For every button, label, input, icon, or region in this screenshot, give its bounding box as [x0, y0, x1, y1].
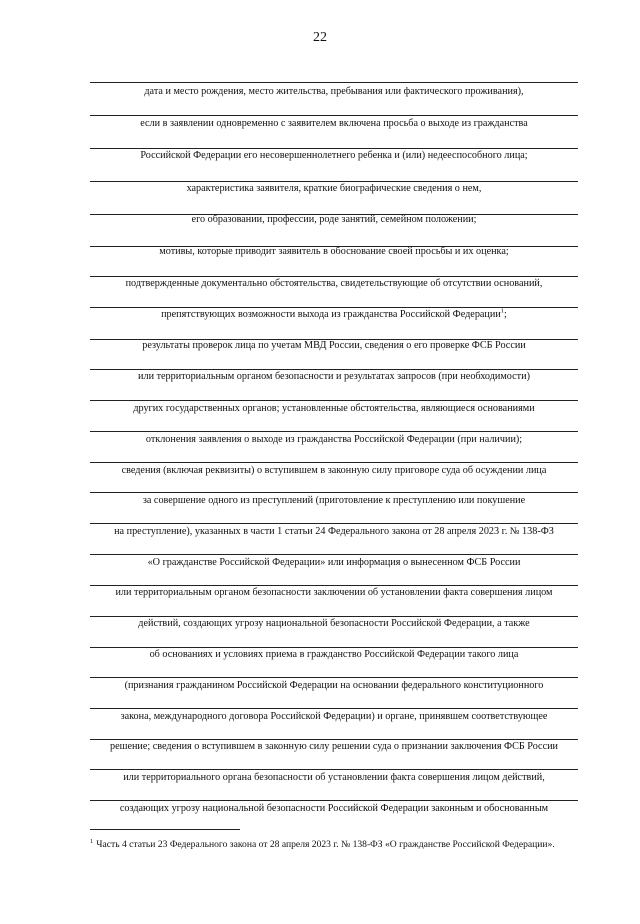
form-line [90, 618, 578, 630]
form-line [90, 183, 578, 195]
footnote [90, 838, 578, 851]
form-line [90, 557, 578, 569]
form-rule [90, 462, 578, 463]
form-line-text: его образовании, профессии, роде занятий, семейном положении; [191, 214, 477, 225]
form-line-text: если в заявлении одновременно с заявителем включена просьба о выходе из гражданства [140, 118, 528, 129]
form-line-text: (признания гражданином Российской Федерации на основании федерального конституционного [124, 680, 544, 691]
form-line-text: об основаниях и условиях приема в гражданство Российской Федерации такого лица [149, 649, 519, 660]
form-line [90, 711, 578, 723]
form-line [90, 371, 578, 383]
form-rule [90, 769, 578, 770]
form-rule [90, 400, 578, 401]
form-line [90, 526, 578, 538]
footnote-text: Часть 4 статьи 23 Федерального закона от 28 апреля 2023 г. № 138-ФЗ «О гражданстве Российской Федерации». [96, 839, 555, 850]
form-line-text: других государственных органов; установленные обстоятельства, являющиеся основаниями [133, 403, 535, 414]
form-rule [90, 82, 578, 83]
form-rule [90, 585, 578, 586]
form-rule [90, 677, 578, 678]
form-line-text: Российской Федерации его несовершеннолетнего ребенка и (или) недееспособного лица; [140, 150, 528, 161]
footnote-separator [90, 829, 240, 830]
form-line-text: решение; сведения о вступившем в законную силу решении суда о признании заключения ФСБ России [109, 741, 558, 752]
form-line [90, 246, 578, 258]
form-line [90, 803, 578, 815]
form-rule [90, 115, 578, 116]
form-line-text: отклонения заявления о выходе из гражданства Российской Федерации (при наличии); [145, 434, 523, 445]
form-line-text: результаты проверок лица по учетам МВД России, сведения о его проверке ФСБ России [142, 340, 526, 351]
form-rule [90, 739, 578, 740]
form-rule [90, 492, 578, 493]
form-line [90, 86, 578, 98]
form-line-text: дата и место рождения, место жительства, пребывания или фактического проживания), [144, 86, 524, 97]
form-rule [90, 616, 578, 617]
page-number: 22 [313, 30, 327, 45]
footnote-ref: 1 [500, 307, 505, 315]
form-line-text: на преступление), указанных в части 1 статьи 24 Федерального закона от 28 апреля 2023 г. № 138-ФЗ [114, 526, 554, 537]
form-line [90, 680, 578, 692]
form-line [90, 309, 578, 321]
form-rule [90, 647, 578, 648]
form-line [90, 587, 578, 599]
form-line-text: закона, международного договора Российской Федерации) и органе, принявшем соответствующее [120, 711, 548, 722]
form-line [90, 150, 578, 162]
form-line [90, 214, 578, 226]
form-line-text: за совершение одного из преступлений (приготовление к преступлению или покушение [142, 495, 526, 506]
form-line-text: действий, создающих угрозу национальной безопасности Российской Федерации, а также [138, 618, 530, 629]
form-rule [90, 431, 578, 432]
form-line-text: «О гражданстве Российской Федерации» или информация о вынесенном ФСБ России [147, 557, 521, 568]
form-line-text: характеристика заявителя, краткие биографические сведения о нем, [186, 183, 482, 194]
form-line-text: создающих угрозу национальной безопасности Российской Федерации законным и обоснованным [119, 803, 549, 814]
form-line-text: подтвержденные документально обстоятельства, свидетельствующие об отсутствии оснований, [125, 278, 543, 289]
form-line [90, 772, 578, 784]
form-line-tail: ; [504, 309, 507, 320]
form-rule [90, 148, 578, 149]
form-line-text: или территориальным органом безопасности и результатах запросов (при необходимости) [138, 371, 530, 382]
form-rule [90, 523, 578, 524]
form-line-text: или территориальным органом безопасности заключении об установлении факта совершения лицом [115, 587, 553, 598]
form-line [90, 465, 578, 477]
form-rule [90, 708, 578, 709]
form-line [90, 340, 578, 352]
form-line-text: или территориального органа безопасности об установлении факта совершения лицом действий, [123, 772, 545, 783]
form-line-text: мотивы, которые приводит заявитель в обоснование своей просьбы и их оценка; [159, 246, 509, 257]
form-rule [90, 181, 578, 182]
form-rule [90, 307, 578, 308]
form-line [90, 741, 578, 753]
form-rule [90, 554, 578, 555]
form-line [90, 495, 578, 507]
form-line [90, 649, 578, 661]
form-line [90, 278, 578, 290]
form-rule [90, 800, 578, 801]
form-line [90, 118, 578, 130]
form-rule [90, 276, 578, 277]
footnote-marker: 1 [90, 837, 94, 845]
form-line [90, 434, 578, 446]
form-line [90, 403, 578, 415]
form-line-text: сведения (включая реквизиты) о вступившем в законную силу приговоре суда об осуждении лица [121, 465, 547, 476]
form-line-text: препятствующих возможности выхода из гражданства Российской Федерации [161, 309, 501, 320]
form-rule [90, 369, 578, 370]
